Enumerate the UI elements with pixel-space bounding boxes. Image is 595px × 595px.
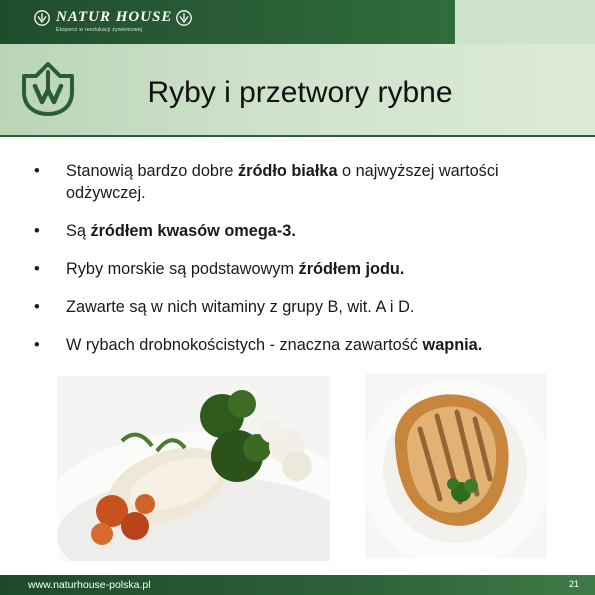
header-bar bbox=[0, 0, 595, 44]
bullet-text: Ryby morskie są podstawowym bbox=[66, 260, 299, 278]
bullet-dot: • bbox=[34, 298, 40, 316]
title-band bbox=[0, 44, 595, 137]
bullet-item bbox=[34, 296, 574, 318]
bullet-list bbox=[34, 160, 574, 372]
bullet-item bbox=[34, 160, 574, 204]
bullet-bold: źródłem kwasów omega-3. bbox=[90, 222, 296, 240]
grilled-fish-image bbox=[365, 374, 547, 558]
leaf-logo-icon bbox=[34, 10, 50, 26]
bullet-text: Stanowią bardzo dobre bbox=[66, 162, 238, 180]
bullet-item bbox=[34, 258, 574, 280]
bullet-text: o najwyższej wartości odżywczej. bbox=[66, 162, 499, 202]
brand-tagline: Eksperci w reedukacji żywieniowej bbox=[56, 27, 143, 33]
bullet-text: W rybach drobnokościstych - znaczna zawartość bbox=[66, 336, 423, 354]
slide-title: Ryby i przetwory rybne bbox=[147, 76, 453, 109]
grilled-fish-photo bbox=[365, 374, 547, 558]
brand bbox=[34, 9, 192, 26]
fish-vegetables-image bbox=[57, 376, 330, 561]
bullet-bold: źródłem jodu. bbox=[298, 260, 405, 278]
fish-dish-photo bbox=[57, 376, 330, 561]
bullet-item bbox=[34, 220, 574, 242]
bullet-dot: • bbox=[34, 162, 40, 180]
page-number: 21 bbox=[568, 579, 579, 589]
bullet-dot: • bbox=[34, 222, 40, 240]
brand-name: NATUR HOUSE bbox=[56, 9, 173, 25]
bullet-bold: źródło białka bbox=[237, 162, 338, 180]
bullet-bold: wapnia. bbox=[422, 336, 483, 354]
bullet-dot: • bbox=[34, 260, 40, 278]
header-accent bbox=[455, 0, 595, 44]
footer-url[interactable]: www.naturhouse-polska.pl bbox=[28, 579, 151, 591]
bullet-text: Zawarte są w nich witaminy z grupy B, wit. A i D. bbox=[66, 298, 415, 316]
bullet-item bbox=[34, 334, 574, 356]
leaf-logo-icon bbox=[176, 10, 192, 26]
footer-bar bbox=[0, 575, 595, 595]
bullet-dot: • bbox=[34, 336, 40, 354]
bullet-text: Są bbox=[66, 222, 91, 240]
